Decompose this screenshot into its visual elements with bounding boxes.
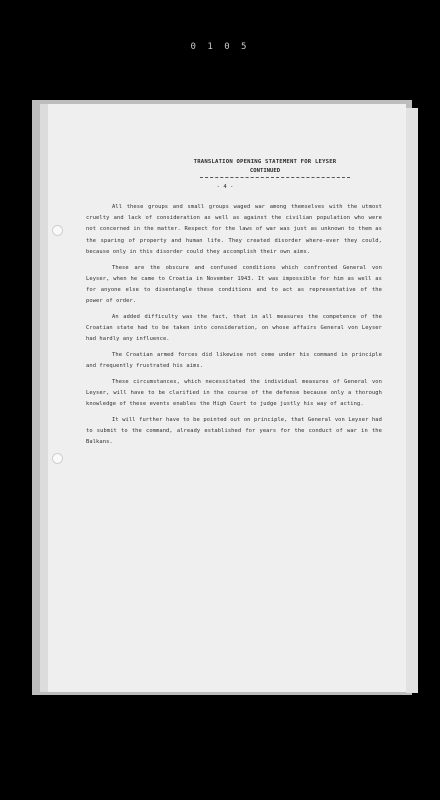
document-subtitle: CONTINUED	[249, 168, 281, 174]
page-underlay	[406, 108, 418, 693]
paragraph: The Croatian armed forces did likewise not come under his command in principle and frequently frustrated his aims.	[86, 351, 382, 370]
punch-hole-top	[52, 225, 63, 236]
paragraph: These circumstances, which necessitated the individual measures of General von Leyser, will have to be clarified in the course of the defense because only a thorough knowledge of these events enables the High Court to judge justly his way of acting.	[86, 378, 382, 408]
title-underline	[200, 177, 350, 178]
page-number: - 4 -	[216, 184, 234, 190]
paragraph: An added difficulty was the fact, that in all measures the competence of the Croatian state had to be taken into consideration, on whose affairs General von Leyser had hardly any influence.	[86, 313, 382, 343]
paragraph: It will further have to be pointed out on principle, that General von Leyser had to submit to the command, already established for years for the conduct of war in the Balkans.	[86, 416, 382, 446]
punch-hole-bottom	[52, 453, 63, 464]
paragraph: All these groups and small groups waged war among themselves with the utmost cruelty and lack of consideration as well as against the civilian population who were not concerned in the matter. Respect for the laws of war was just as unknown to them as the sparing of property and human life. They created disorder where-ever they could, because only in this disorder could they accomplish their own aims.	[86, 204, 382, 255]
paragraph: These are the obscure and confused conditions which confronted General von Leyser, when he came to Croatia in November 1943. It was impossible for him as well as for anyone else to disentangle these conditions and to act as representative of the power of order.	[86, 264, 382, 305]
document-title: TRANSLATION OPENING STATEMENT FOR LEYSER	[193, 159, 337, 165]
microfilm-frame-number: 0 1 0 5	[190, 42, 250, 52]
document-body	[86, 202, 382, 453]
page-left-edge	[40, 104, 48, 692]
